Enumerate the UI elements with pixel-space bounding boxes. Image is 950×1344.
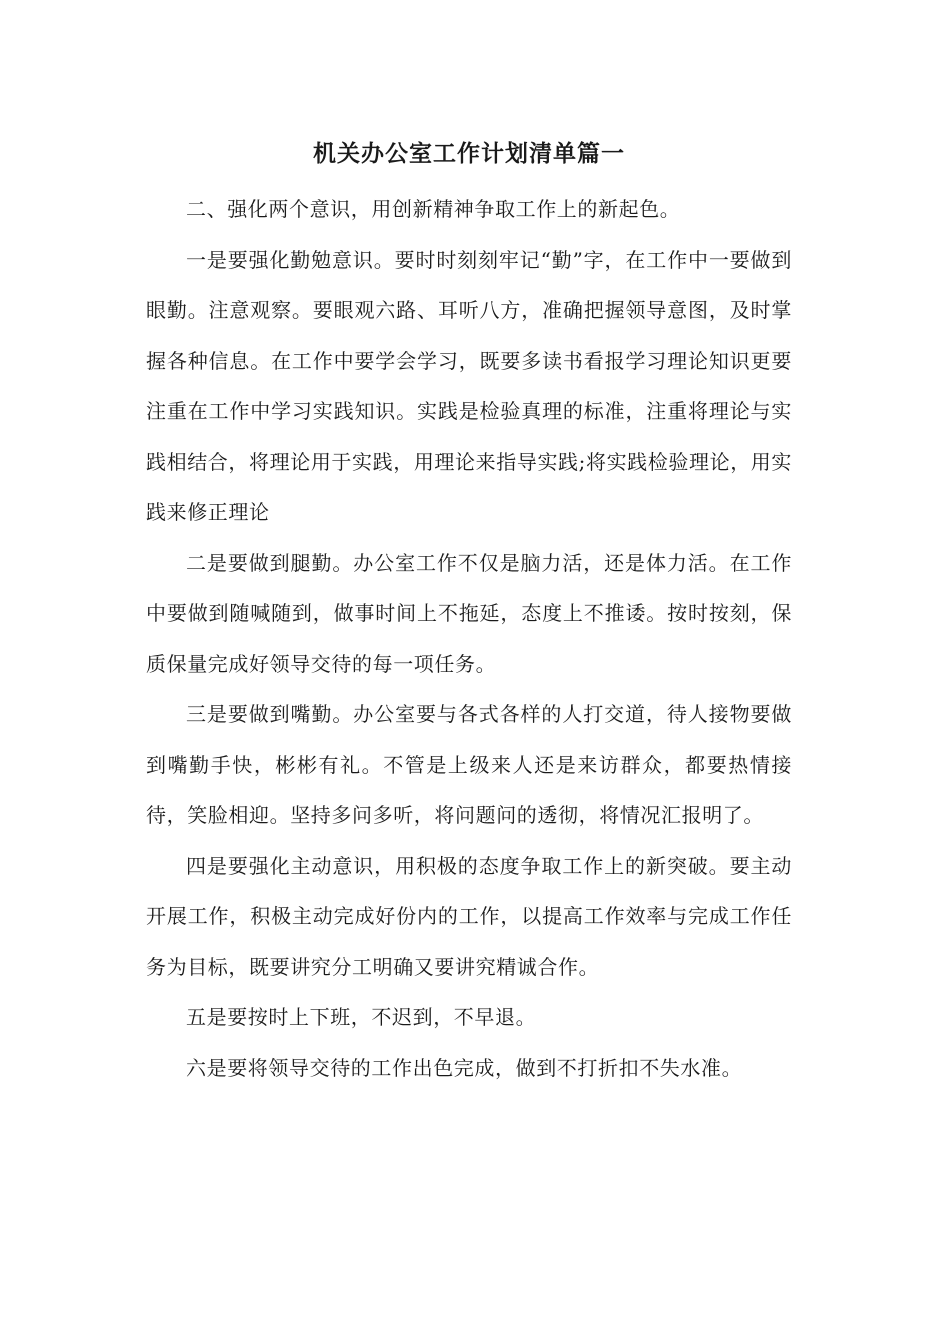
paragraph-diligence: 一是要强化勤勉意识。要时时刻刻牢记“勤”字，在工作中一要做到眼勤。注意观察。要眼观六路、耳听八方，准确把握领导意图，及时掌握各种信息。在工作中要学会学习，既要多读书看报学习理论知识更要注重在工作中学习实践知识。实践是检验真理的标准，注重将理论与实践相结合，将理论用于实践，用理论来指导实践;将实践检验理论，用实践来修正理论 — [146, 247, 792, 524]
paragraph-mouth-diligence: 三是要做到嘴勤。办公室要与各式各样的人打交道，待人接物要做到嘴勤手快，彬彬有礼。不管是上级来人还是来访群众，都要热情接待，笑脸相迎。坚持多问多听，将问题问的透彻，将情况汇报明了。 — [146, 702, 792, 827]
paragraph-initiative: 四是要强化主动意识，用积极的态度争取工作上的新突破。要主动开展工作，积极主动完成好份内的工作，以提高工作效率与完成工作任务为目标，既要讲究分工明确又要讲究精诚合作。 — [146, 853, 792, 979]
document-body — [146, 184, 792, 1093]
paragraph-section-heading: 二、强化两个意识，用创新精神争取工作上的新起色。 — [186, 197, 681, 221]
paragraph-legs-diligence: 二是要做到腿勤。办公室工作不仅是脑力活，还是体力活。在工作中要做到随喊随到，做事时间上不拖延，态度上不推诿。按时按刻，保质保量完成好领导交待的每一项任务。 — [146, 550, 792, 676]
paragraph-punctuality: 五是要按时上下班，不迟到，不早退。 — [186, 1005, 537, 1029]
paragraph-task-completion: 六是要将领导交待的工作出色完成，做到不打折扣不失水准。 — [186, 1055, 743, 1080]
document-title: 机关办公室工作计划清单篇一 — [313, 140, 625, 167]
